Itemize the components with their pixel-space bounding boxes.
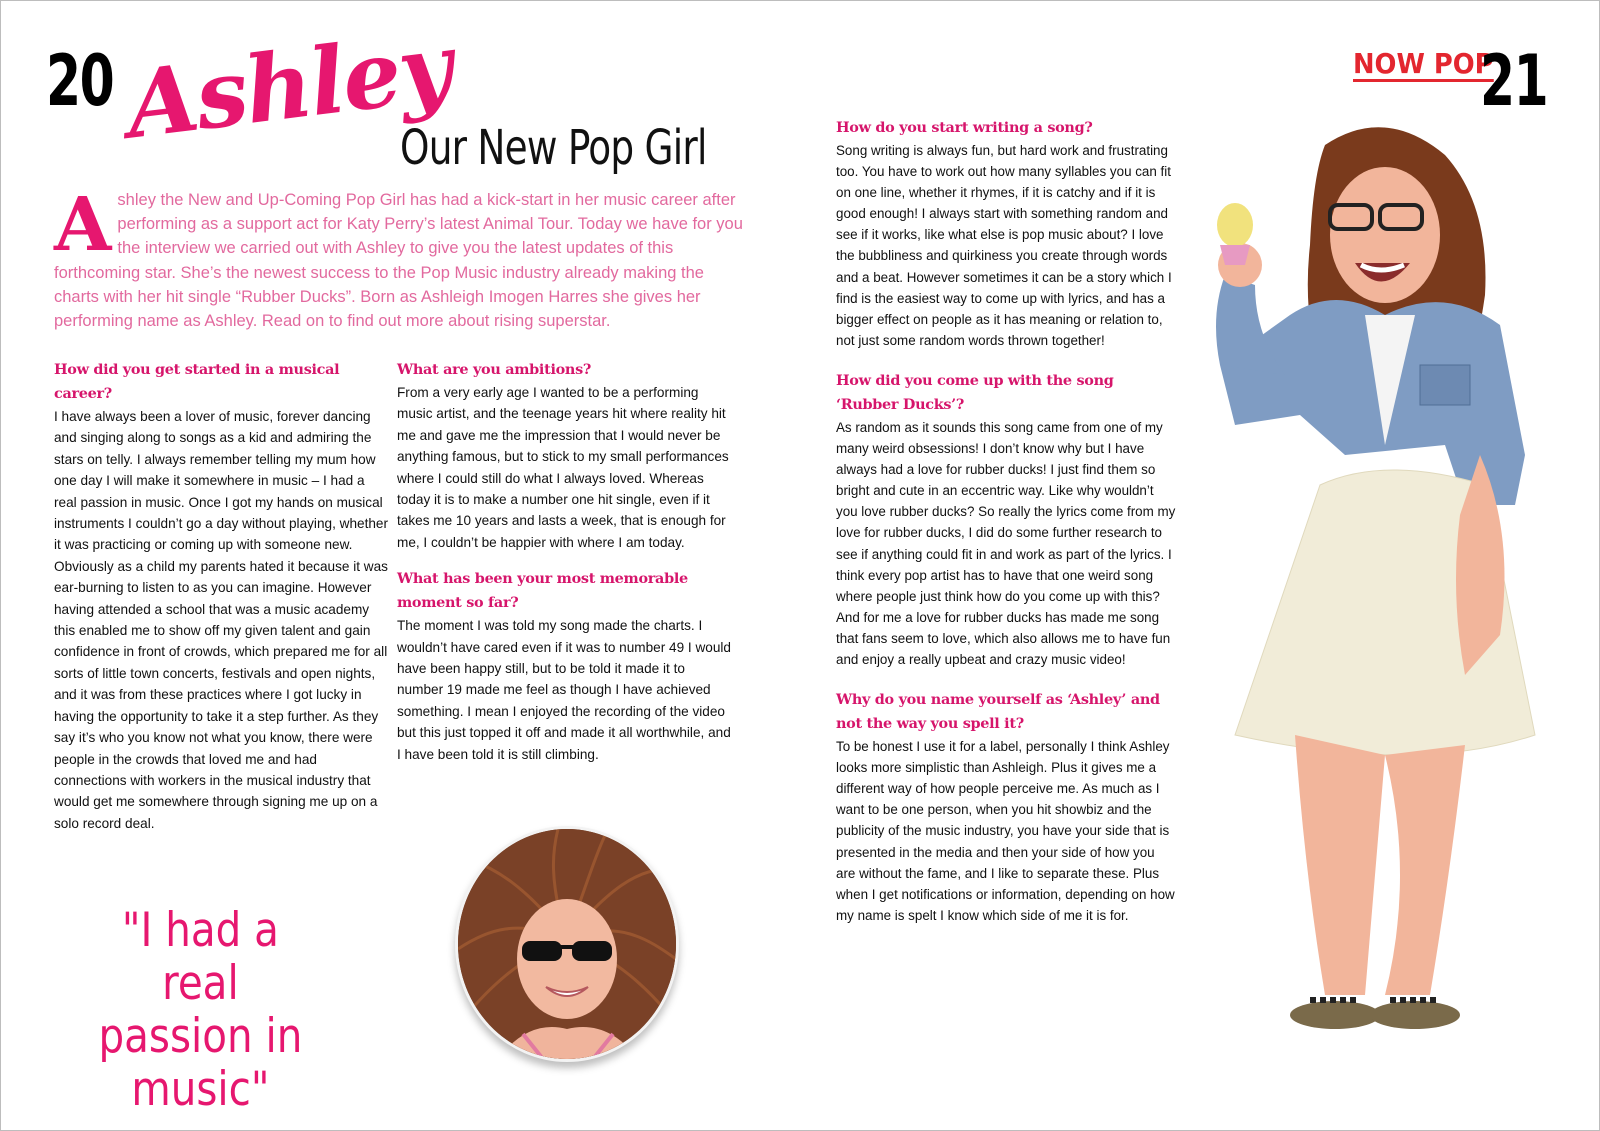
question-heading: How did you get started in a musical career? <box>54 361 340 402</box>
answer-text: As random as it sounds this song came from one of my many weird obsessions! I don’t know why but I have always had a love for rubber ducks! I just find them so bright and cute in an eccentric way. Like why wouldn’t you love rubber ducks? So really the lyrics come from my love for rubber ducks, I did do some further research to see if anything could fit in and work as part of the lyrics. I think every pop artist has to have that one weird song where people just think how do you come up with this? And for me a love for rubber ducks has made me song that fans seem to love, which also allows me to have fun and enjoy a really upbeat and crazy music video! <box>836 419 1176 667</box>
column-1 <box>54 358 390 834</box>
question-heading: What has been your most memorable moment so far? <box>397 570 688 612</box>
answer-text: I have always been a lover of music, forever dancing and singing along to songs as a kid and admiring the stars on telly. I always remember telling my mum how one day I will make it somewhere in music – I had a real passion in music. Once I got my hands on musical instruments I couldn’t go a day without playing, whether it was practicing or coming up with someone new. Obviously as a child my parents hated it because it was ear-burning to listen to as you can imagine. However having attended a school that was a music academy this enabled me to show off my given talent and gain confidence in front of crowds, which prepared me for all sorts of little town concerts, festivals and open nights, and it was from these practices where I got lucky in having the opportunity to take it a step further. As they say it’s who you know not what you know, there were people in the crowds that loved me and had connections with workers in the musical industry that would get me somewhere through signing me up on a solo record deal. <box>54 409 388 831</box>
column-2 <box>397 358 734 765</box>
question-heading: What are you ambitions? <box>397 361 591 378</box>
answer-text: The moment I was told my song made the charts. I wouldn’t have cared even if it was to number 49 I would have been happy still, but to be told it made it to number 19 made me feel as though I have achieved something. I mean I enjoyed the recording of the video but this just topped it off and made it all worthwhile, and I have been told it is still climbing. <box>397 618 731 762</box>
page-number-left: 20 <box>46 40 114 122</box>
portrait-photo <box>455 826 679 1062</box>
question-heading: Why do you name yourself as ‘Ashley’ and not the way you spell it? <box>836 691 1160 733</box>
question-heading: How did you come up with the song ‘Rubber Ducks’? <box>836 371 1114 413</box>
page-subtitle: Our New Pop Girl <box>400 120 707 176</box>
intro-text: shley the New and Up-Coming Pop Girl has had a kick-start in her music career after performing as a support act for Katy Perry’s latest Animal Tour. Today we have for you the interview we carried out with Ashley to give you the latest updates of this forthcoming star. She’s the newest success to the Pop Music industry already making the charts with her hit single “Rubber Ducks”. Born as Ashleigh Imogen Harres she gives her performing name as Ashley. Read on to find out more about rising superstar. <box>54 191 743 331</box>
answer-text: Song writing is always fun, but hard work and frustrating too. You have to work out how many syllables you can fit on one line, whether it rhymes, if it is catchy and if it is good enough! I always start with something random and see if it works, like what else is pop music about? I love the bubbliness and quirkiness you create through words and a beat. However sometimes it can be a story which I find is the easiest way to come up with lyrics, and has a bigger effect on people as it has meaning or relation to, not just some random words thrown together! <box>836 143 1172 348</box>
column-3 <box>836 116 1176 926</box>
answer-text: To be honest I use it for a label, personally I think Ashley looks more simplistic than Ashleigh. Plus it gives me a different way of how people perceive me. As much as I want to be one person, when you hit showbiz and the publicity of the music industry, you have your side that is presented in the media and then your side of how you are without the fame, and I like to separate these. Plus when I get notifications or information, depending on how my name is spelt I know which side of me it is for. <box>836 739 1175 923</box>
pull-quote: "I had a real passion in music" <box>98 903 303 1117</box>
artist-illustration <box>1215 115 1555 1075</box>
brand-logo: NOW POP <box>1353 47 1494 80</box>
page-title: Ashley <box>120 12 457 160</box>
intro-paragraph <box>54 182 749 333</box>
drop-cap: A <box>54 182 112 268</box>
question-heading: How do you start writing a song? <box>836 119 1093 136</box>
page-number-right: 21 <box>1480 40 1548 122</box>
answer-text: From a very early age I wanted to be a performing music artist, and the teenage years hit where reality hit me and gave me the impression that I would never be anything famous, but to stick to my small performances where I could still do what I always loved. Whereas today it is to make a number one hit single, even if it takes me 10 years and lasts a week, that is enough for me, I couldn’t be happier with where I am today. <box>397 385 729 550</box>
artist-photo <box>1215 115 1555 1075</box>
portrait-illustration <box>458 829 676 1059</box>
